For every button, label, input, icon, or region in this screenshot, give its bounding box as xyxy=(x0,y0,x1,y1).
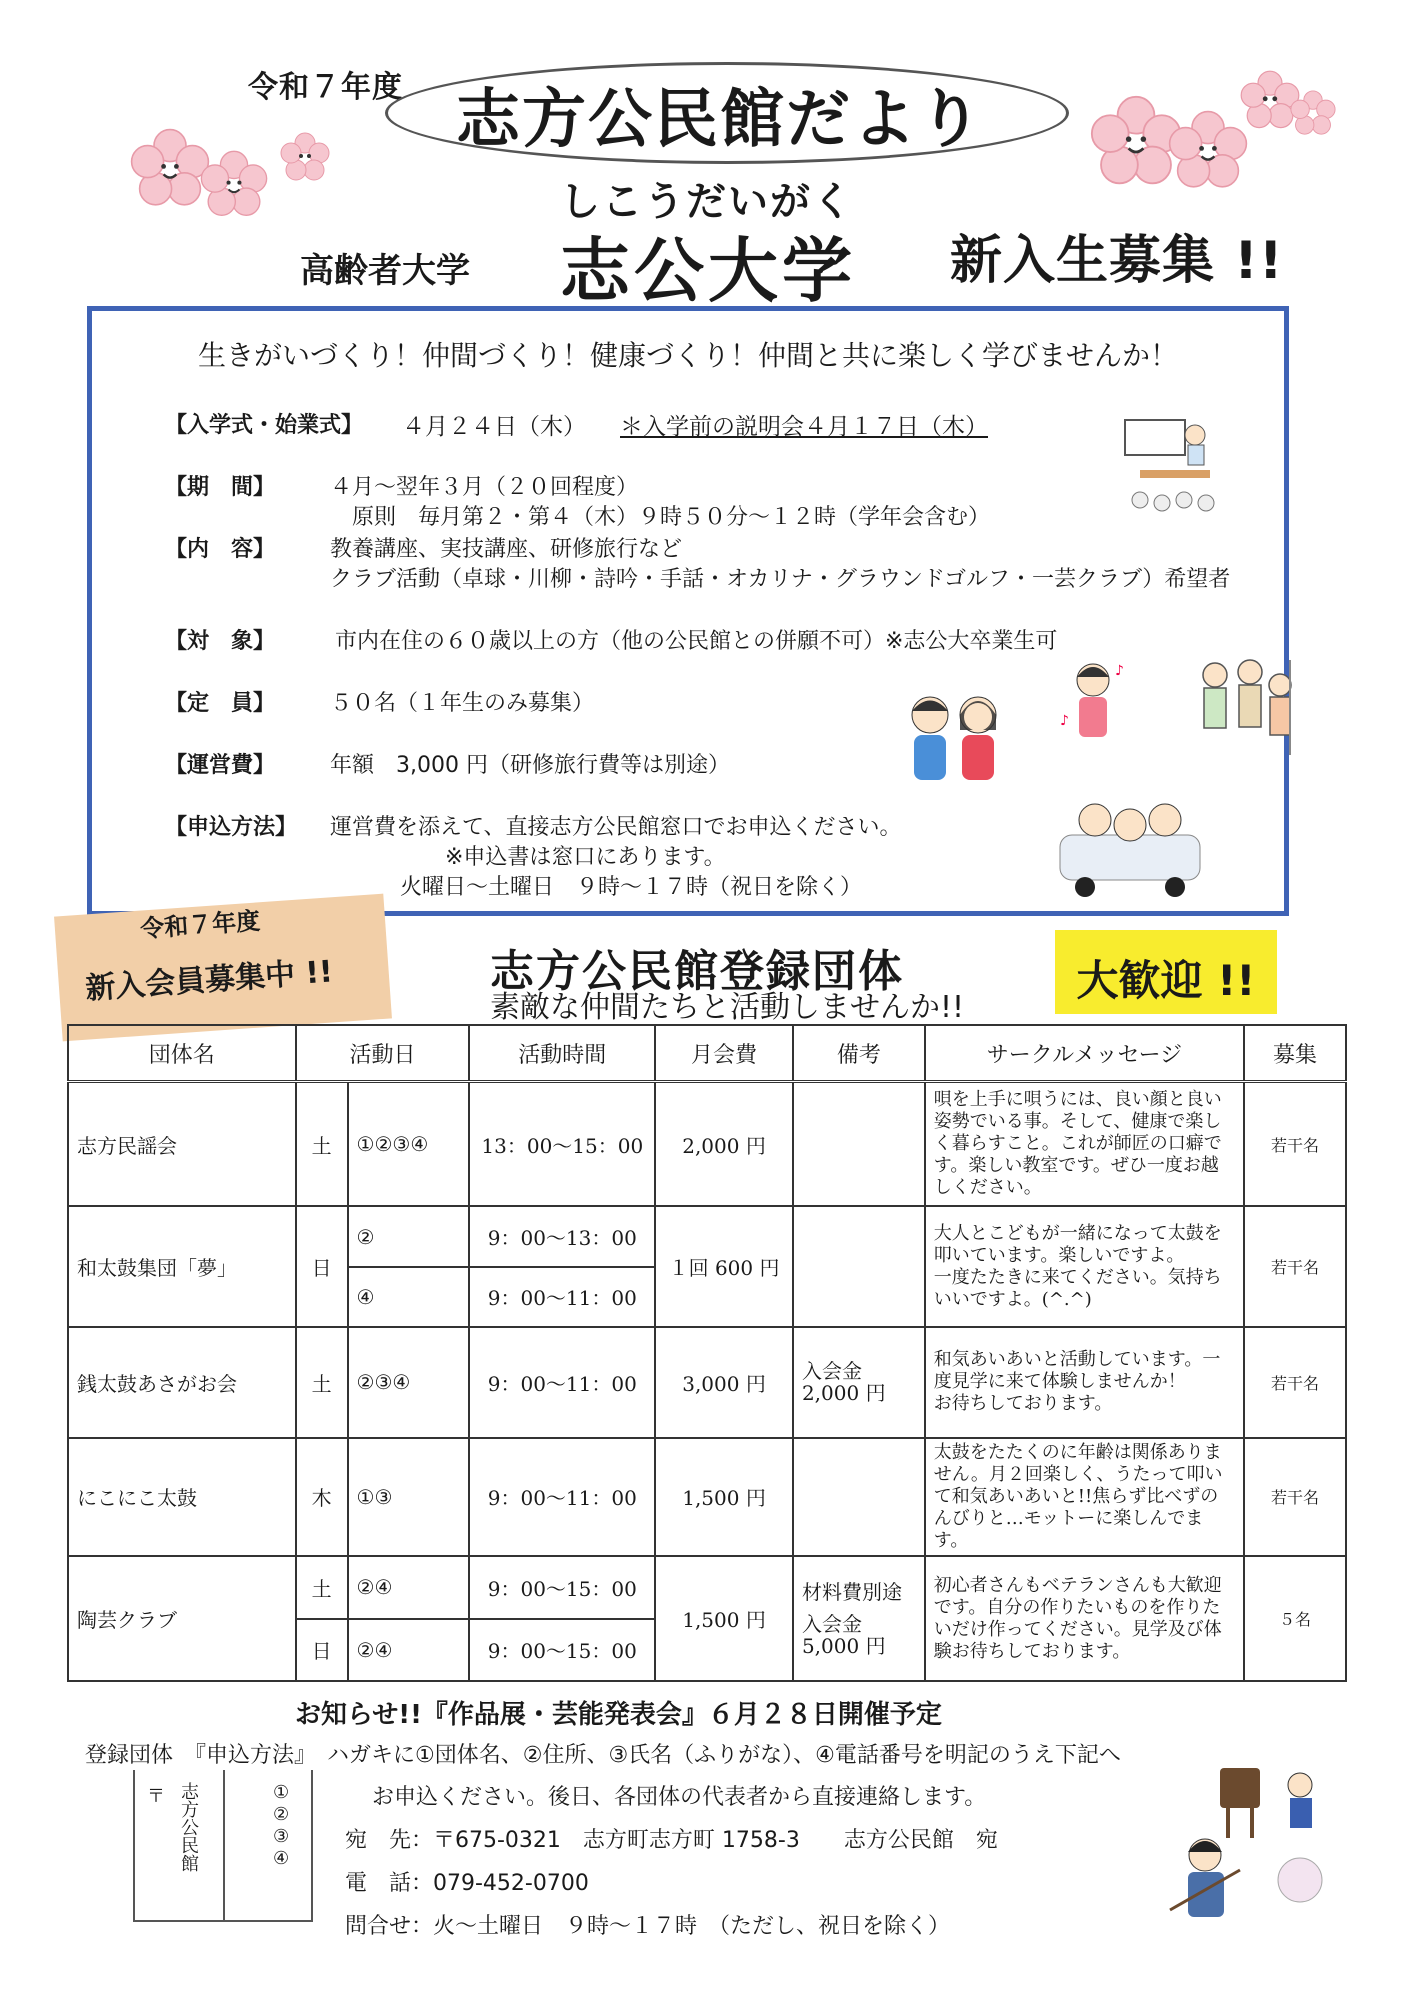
group-note-cell xyxy=(793,1556,925,1681)
slogan: 生きがいづくり！仲間づくり！健康づくり！仲間と共に楽しく学びませんか！ xyxy=(197,339,1178,372)
group-time: 13：00～15：00 xyxy=(469,1082,655,1207)
group-week: ①③ xyxy=(348,1438,470,1557)
svg-text:♪: ♪ xyxy=(1115,663,1124,679)
category-label: 高齢者大学 xyxy=(300,251,470,291)
school-ruby: しこうだいがく xyxy=(560,179,854,225)
table-row xyxy=(68,1082,1346,1207)
group-day: 日 xyxy=(296,1206,348,1327)
group-week: ②③④ xyxy=(348,1327,470,1438)
content-label: 【内 容】 xyxy=(165,537,276,562)
group-time: 9：00～13：00 xyxy=(469,1206,655,1266)
recruiting-note-text: 新入会員募集中 !! xyxy=(84,954,334,1007)
header-recruit: 募集 xyxy=(1244,1025,1346,1082)
group-note-2: 入会金 5,000 円 xyxy=(801,1611,886,1658)
group-note: 入会金 2,000 円 xyxy=(793,1327,925,1438)
content-line1: 教養講座、実技講座、研修旅行など xyxy=(330,537,683,562)
ceremony-row xyxy=(165,408,363,439)
group-week: ④ xyxy=(348,1267,470,1327)
header-fee: 月会費 xyxy=(655,1025,793,1082)
fee-value: 年額 3,000 円（研修旅行費等は別途） xyxy=(330,753,730,778)
postcard-diagram xyxy=(133,1770,311,1925)
groups-title: 志方公民館登録団体 xyxy=(490,946,904,997)
group-week: ②④ xyxy=(348,1619,470,1681)
bus-trip-illustration xyxy=(1055,795,1205,905)
apply-line2: ※申込書は窓口にあります。 xyxy=(445,845,726,870)
ceremony-date: ４月２４日（木） xyxy=(402,414,586,440)
sakura-icon xyxy=(200,150,268,218)
group-time: 9：00～15：00 xyxy=(469,1619,655,1681)
group-recruit: 若干名 xyxy=(1244,1327,1346,1438)
header-name: 団体名 xyxy=(68,1025,296,1082)
inquiry-line: 問合せ：火～土曜日 ９時～１７時 （ただし、祝日を除く） xyxy=(345,1914,951,1939)
group-time: 9：00～11：00 xyxy=(469,1438,655,1557)
group-message: 大人とこどもが一緒になって太鼓を叩いています。楽しいですよ。 一度たたきに来てください。気持ちいいですよ。(^.^) xyxy=(925,1206,1244,1327)
recruit-heading: 新入生募集 !! xyxy=(950,231,1284,291)
group-note xyxy=(793,1082,925,1207)
apply-label: 【申込方法】 xyxy=(165,815,298,840)
sakura-icon xyxy=(1168,110,1248,190)
group-fee: 3,000 円 xyxy=(655,1327,793,1438)
lecture-illustration xyxy=(1120,415,1220,520)
table-row xyxy=(68,1206,1346,1266)
period-line2: 原則 毎月第２・第４（木）９時５０分～１２時（学年会含む） xyxy=(352,505,991,530)
address-line: 宛 先：〒675-0321 志方町志方町 1758-3 志方公民館 宛 xyxy=(345,1828,998,1853)
ceremony-label: 【入学式・始業式】 xyxy=(165,413,364,438)
table-row xyxy=(68,1438,1346,1557)
table-row xyxy=(68,1556,1346,1618)
sakura-icon xyxy=(130,128,210,208)
group-name: 陶芸クラブ xyxy=(68,1556,296,1681)
header-time: 活動時間 xyxy=(469,1025,655,1082)
svg-text:♪: ♪ xyxy=(1060,713,1069,729)
group-week: ②④ xyxy=(348,1556,470,1618)
header-message: サークルメッセージ xyxy=(925,1025,1244,1082)
group-day: 木 xyxy=(296,1438,348,1557)
group-day: 土 xyxy=(296,1082,348,1207)
newsletter-title: 志方公民館だより xyxy=(456,83,984,157)
groups-table xyxy=(67,1024,1347,1682)
group-note xyxy=(793,1438,925,1557)
era-label: 令和７年度 xyxy=(248,70,403,105)
group-fee: 2,000 円 xyxy=(655,1082,793,1207)
groups-subtitle: 素敵な仲間たちと活動しませんか!! xyxy=(490,990,965,1025)
group-time: 9：00～11：00 xyxy=(469,1267,655,1327)
content-line2: クラブ活動（卓球・川柳・詩吟・手話・オカリナ・グラウンドゴルフ・一芸クラブ）希望者 xyxy=(330,567,1231,592)
students-illustration xyxy=(900,685,1010,790)
golfers-illustration xyxy=(1190,650,1300,765)
target-label: 【対 象】 xyxy=(165,629,276,654)
group-week: ①②③④ xyxy=(348,1082,470,1207)
group-name: 和太鼓集団「夢」 xyxy=(68,1206,296,1327)
group-fee: １回 600 円 xyxy=(655,1206,793,1327)
group-recruit: 若干名 xyxy=(1244,1206,1346,1327)
table-header-row xyxy=(68,1025,1346,1082)
header-day: 活動日 xyxy=(296,1025,470,1082)
period-label: 【期 間】 xyxy=(165,475,276,500)
apply-instructions-2: お申込ください。後日、各団体の代表者から直接連絡します。 xyxy=(372,1785,987,1810)
group-message: 初心者さんもベテランさんも大歓迎です。自分の作りたいものを作りたいだけ作ってください。見学及び体験お待ちしております。 xyxy=(925,1556,1244,1681)
header-note: 備考 xyxy=(793,1025,925,1082)
welcome-text: 大歓迎 !! xyxy=(1076,956,1256,1005)
group-week: ② xyxy=(348,1206,470,1266)
group-fee: 1,500 円 xyxy=(655,1438,793,1557)
group-message: 和気あいあいと活動しています。一度見学に来て体験しませんか！ お待ちしております。 xyxy=(925,1327,1244,1438)
apply-line3: 火曜日～土曜日 ９時～１７時（祝日を除く） xyxy=(400,875,863,900)
apply-line1: 運営費を添えて、直接志方公民館窓口でお申込ください。 xyxy=(330,815,902,840)
school-name: 志公大学 xyxy=(560,230,856,312)
group-day: 土 xyxy=(296,1327,348,1438)
group-day: 日 xyxy=(296,1619,348,1681)
apply-instructions-1: 登録団体 『申込方法』 ハガキに①団体名、②住所、③氏名（ふりがな）、④電話番号を明記のうえ下記へ xyxy=(85,1743,1121,1768)
briefing-note: ＊入学前の説明会４月１７日（木） xyxy=(620,414,988,440)
singer-illustration xyxy=(1055,655,1135,755)
recruiting-note-era: 令和７年度 xyxy=(139,906,262,944)
group-time: 9：00～15：00 xyxy=(469,1556,655,1618)
table-row xyxy=(68,1327,1346,1438)
group-note: 材料費別途 xyxy=(801,1579,902,1604)
target-value: 市内在住の６０歳以上の方（他の公民館との併願不可）※志公大卒業生可 xyxy=(335,629,1058,654)
group-name: 志方民謡会 xyxy=(68,1082,296,1207)
group-time: 9：00～11：00 xyxy=(469,1327,655,1438)
capacity-value: ５０名（１年生のみ募集） xyxy=(330,691,595,716)
postcard-recipient: 志方公民館 xyxy=(178,1782,199,1872)
group-fee: 1,500 円 xyxy=(655,1556,793,1681)
group-message: 唄を上手に唄うには、良い顔と良い姿勢でいる事。そして、健康で楽しく暮らすこと。これが師匠の口癖です。楽しい教室です。ぜひ一度お越しください。 xyxy=(925,1082,1244,1207)
sakura-icon xyxy=(280,132,330,182)
group-recruit: 若干名 xyxy=(1244,1438,1346,1557)
group-day: 土 xyxy=(296,1556,348,1618)
fee-label: 【運営費】 xyxy=(165,753,276,778)
sakura-icon xyxy=(1290,90,1336,136)
group-recruit: 若干名 xyxy=(1244,1082,1346,1207)
capacity-label: 【定 員】 xyxy=(165,691,276,716)
performers-illustration xyxy=(1160,1760,1340,1930)
group-name: 銭太鼓あさがお会 xyxy=(68,1327,296,1438)
event-notice: お知らせ!!『作品展・芸能発表会』６月２８日開催予定 xyxy=(295,1700,942,1730)
postal-mark: 〒 xyxy=(147,1786,165,1807)
group-message: 太鼓をたたくのに年齢は関係ありません。月２回楽しく、うたって叩いて和気あいあいと!!焦らず比べずのんびりと…モットーに楽しんでます。 xyxy=(925,1438,1244,1557)
group-recruit: ５名 xyxy=(1244,1556,1346,1681)
group-name: にこにこ太鼓 xyxy=(68,1438,296,1557)
postcard-items: ①②③④ xyxy=(273,1782,290,1869)
postcard-back xyxy=(225,1770,313,1922)
period-line1: ４月～翌年３月（２０回程度） xyxy=(330,475,639,500)
group-note xyxy=(793,1206,925,1327)
phone-line: 電 話：079-452-0700 xyxy=(345,1871,589,1896)
